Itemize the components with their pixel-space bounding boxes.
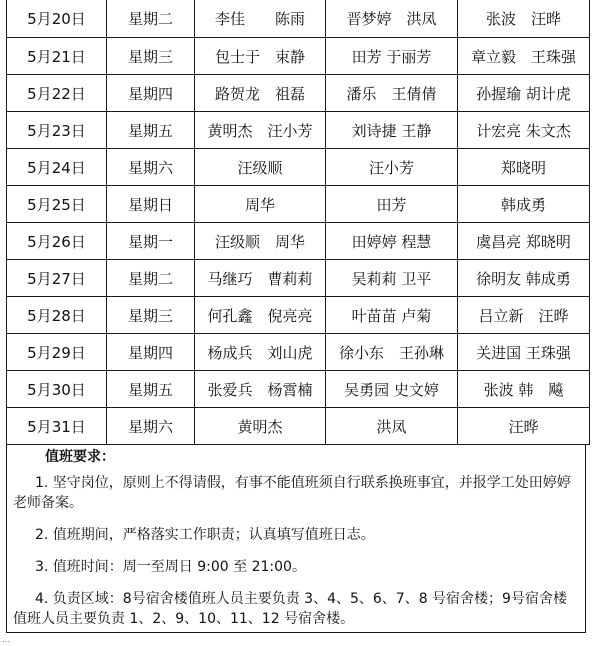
date-cell: 5月23日 (7, 112, 107, 149)
staff-cell: 汪晔 (458, 408, 590, 445)
date-cell: 5月24日 (7, 149, 107, 186)
staff-cell: 田婷婷 程慧 (326, 223, 458, 260)
table-row (7, 297, 590, 334)
staff-cell: 田芳 (326, 186, 458, 223)
staff-cell: 汪小芳 (326, 149, 458, 186)
staff-cell: 李佳 陈雨 (195, 0, 326, 38)
table-row (7, 38, 590, 75)
date-cell: 5月28日 (7, 297, 107, 334)
table-row (7, 408, 590, 445)
staff-cell: 孙握瑜 胡计虎 (458, 75, 590, 112)
staff-cell: 叶苗苗 卢菊 (326, 297, 458, 334)
duty-document (6, 0, 589, 633)
weekday-cell: 星期日 (107, 186, 195, 223)
requirement-item: 4. 负责区域：8号宿舍楼值班人员主要负责 3、4、5、6、7、8 号宿舍楼；9号宿舍楼值班人员主要负责 1、2、9、10、11、12 号宿舍楼。 (13, 591, 567, 627)
date-cell: 5月27日 (7, 260, 107, 297)
table-row (7, 0, 590, 38)
staff-cell: 张爱兵 杨霄楠 (195, 371, 326, 408)
table-row (7, 260, 590, 297)
weekday-cell: 星期二 (107, 0, 195, 38)
staff-cell: 何孔鑫 倪亮亮 (195, 297, 326, 334)
staff-cell: 汪级顺 周华 (195, 223, 326, 260)
staff-cell: 刘诗捷 王静 (326, 112, 458, 149)
weekday-cell: 星期二 (107, 260, 195, 297)
staff-cell: 杨成兵 刘山虎 (195, 334, 326, 371)
staff-cell: 关进国 王珠强 (458, 334, 590, 371)
weekday-cell: 星期三 (107, 38, 195, 75)
staff-cell: 田芳 于丽芳 (326, 38, 458, 75)
staff-cell: 黄明杰 汪小芳 (195, 112, 326, 149)
date-cell: 5月30日 (7, 371, 107, 408)
staff-cell: 路贺龙 祖磊 (195, 75, 326, 112)
staff-cell: 吕立新 汪晔 (458, 297, 590, 334)
weekday-cell: 星期五 (107, 112, 195, 149)
requirement-item: 2. 值班期间，严格落实工作职责；认真填写值班日志。 (35, 527, 375, 543)
staff-cell: 虞昌亮 郑晓明 (458, 223, 590, 260)
staff-cell: 韩成勇 (458, 186, 590, 223)
staff-cell: 洪凤 (326, 408, 458, 445)
table-row (7, 186, 590, 223)
weekday-cell: 星期四 (107, 75, 195, 112)
date-cell: 5月22日 (7, 75, 107, 112)
staff-cell: 黄明杰 (195, 408, 326, 445)
table-row (7, 371, 590, 408)
paragraph-mark: ⋯ (2, 637, 10, 646)
table-row (7, 112, 590, 149)
staff-cell: 马继巧 曹莉莉 (195, 260, 326, 297)
staff-cell: 晋梦婷 洪凤 (326, 0, 458, 38)
duty-requirements (6, 445, 586, 633)
weekday-cell: 星期六 (107, 149, 195, 186)
weekday-cell: 星期六 (107, 408, 195, 445)
schedule-body (7, 0, 590, 445)
staff-cell: 章立毅 王珠强 (458, 38, 590, 75)
staff-cell: 包士于 束静 (195, 38, 326, 75)
staff-cell: 张波 韩 飚 (458, 371, 590, 408)
weekday-cell: 星期一 (107, 223, 195, 260)
date-cell: 5月21日 (7, 38, 107, 75)
date-cell: 5月26日 (7, 223, 107, 260)
staff-cell: 周华 (195, 186, 326, 223)
date-cell: 5月25日 (7, 186, 107, 223)
staff-cell: 徐小东 王孙琳 (326, 334, 458, 371)
staff-cell: 张波 汪晔 (458, 0, 590, 38)
table-row (7, 223, 590, 260)
weekday-cell: 星期三 (107, 297, 195, 334)
staff-cell: 吴莉莉 卫平 (326, 260, 458, 297)
requirement-item: 1. 坚守岗位，原则上不得请假，有事不能值班须自行联系换班事宜，并报学工处田婷婷老师备案。 (13, 475, 571, 511)
staff-cell: 吴勇园 史文婷 (326, 371, 458, 408)
table-row (7, 334, 590, 371)
duty-schedule-table (6, 0, 590, 445)
staff-cell: 汪级顺 (195, 149, 326, 186)
staff-cell: 潘乐 王倩倩 (326, 75, 458, 112)
weekday-cell: 星期四 (107, 334, 195, 371)
staff-cell: 郑晓明 (458, 149, 590, 186)
date-cell: 5月29日 (7, 334, 107, 371)
table-row (7, 149, 590, 186)
weekday-cell: 星期五 (107, 371, 195, 408)
staff-cell: 计宏亮 朱文杰 (458, 112, 590, 149)
requirements-title: 值班要求： (45, 449, 115, 465)
table-row (7, 75, 590, 112)
date-cell: 5月31日 (7, 408, 107, 445)
requirement-item: 3. 值班时间：周一至周日 9:00 至 21:00。 (35, 559, 306, 575)
staff-cell: 徐明友 韩成勇 (458, 260, 590, 297)
date-cell: 5月20日 (7, 0, 107, 38)
